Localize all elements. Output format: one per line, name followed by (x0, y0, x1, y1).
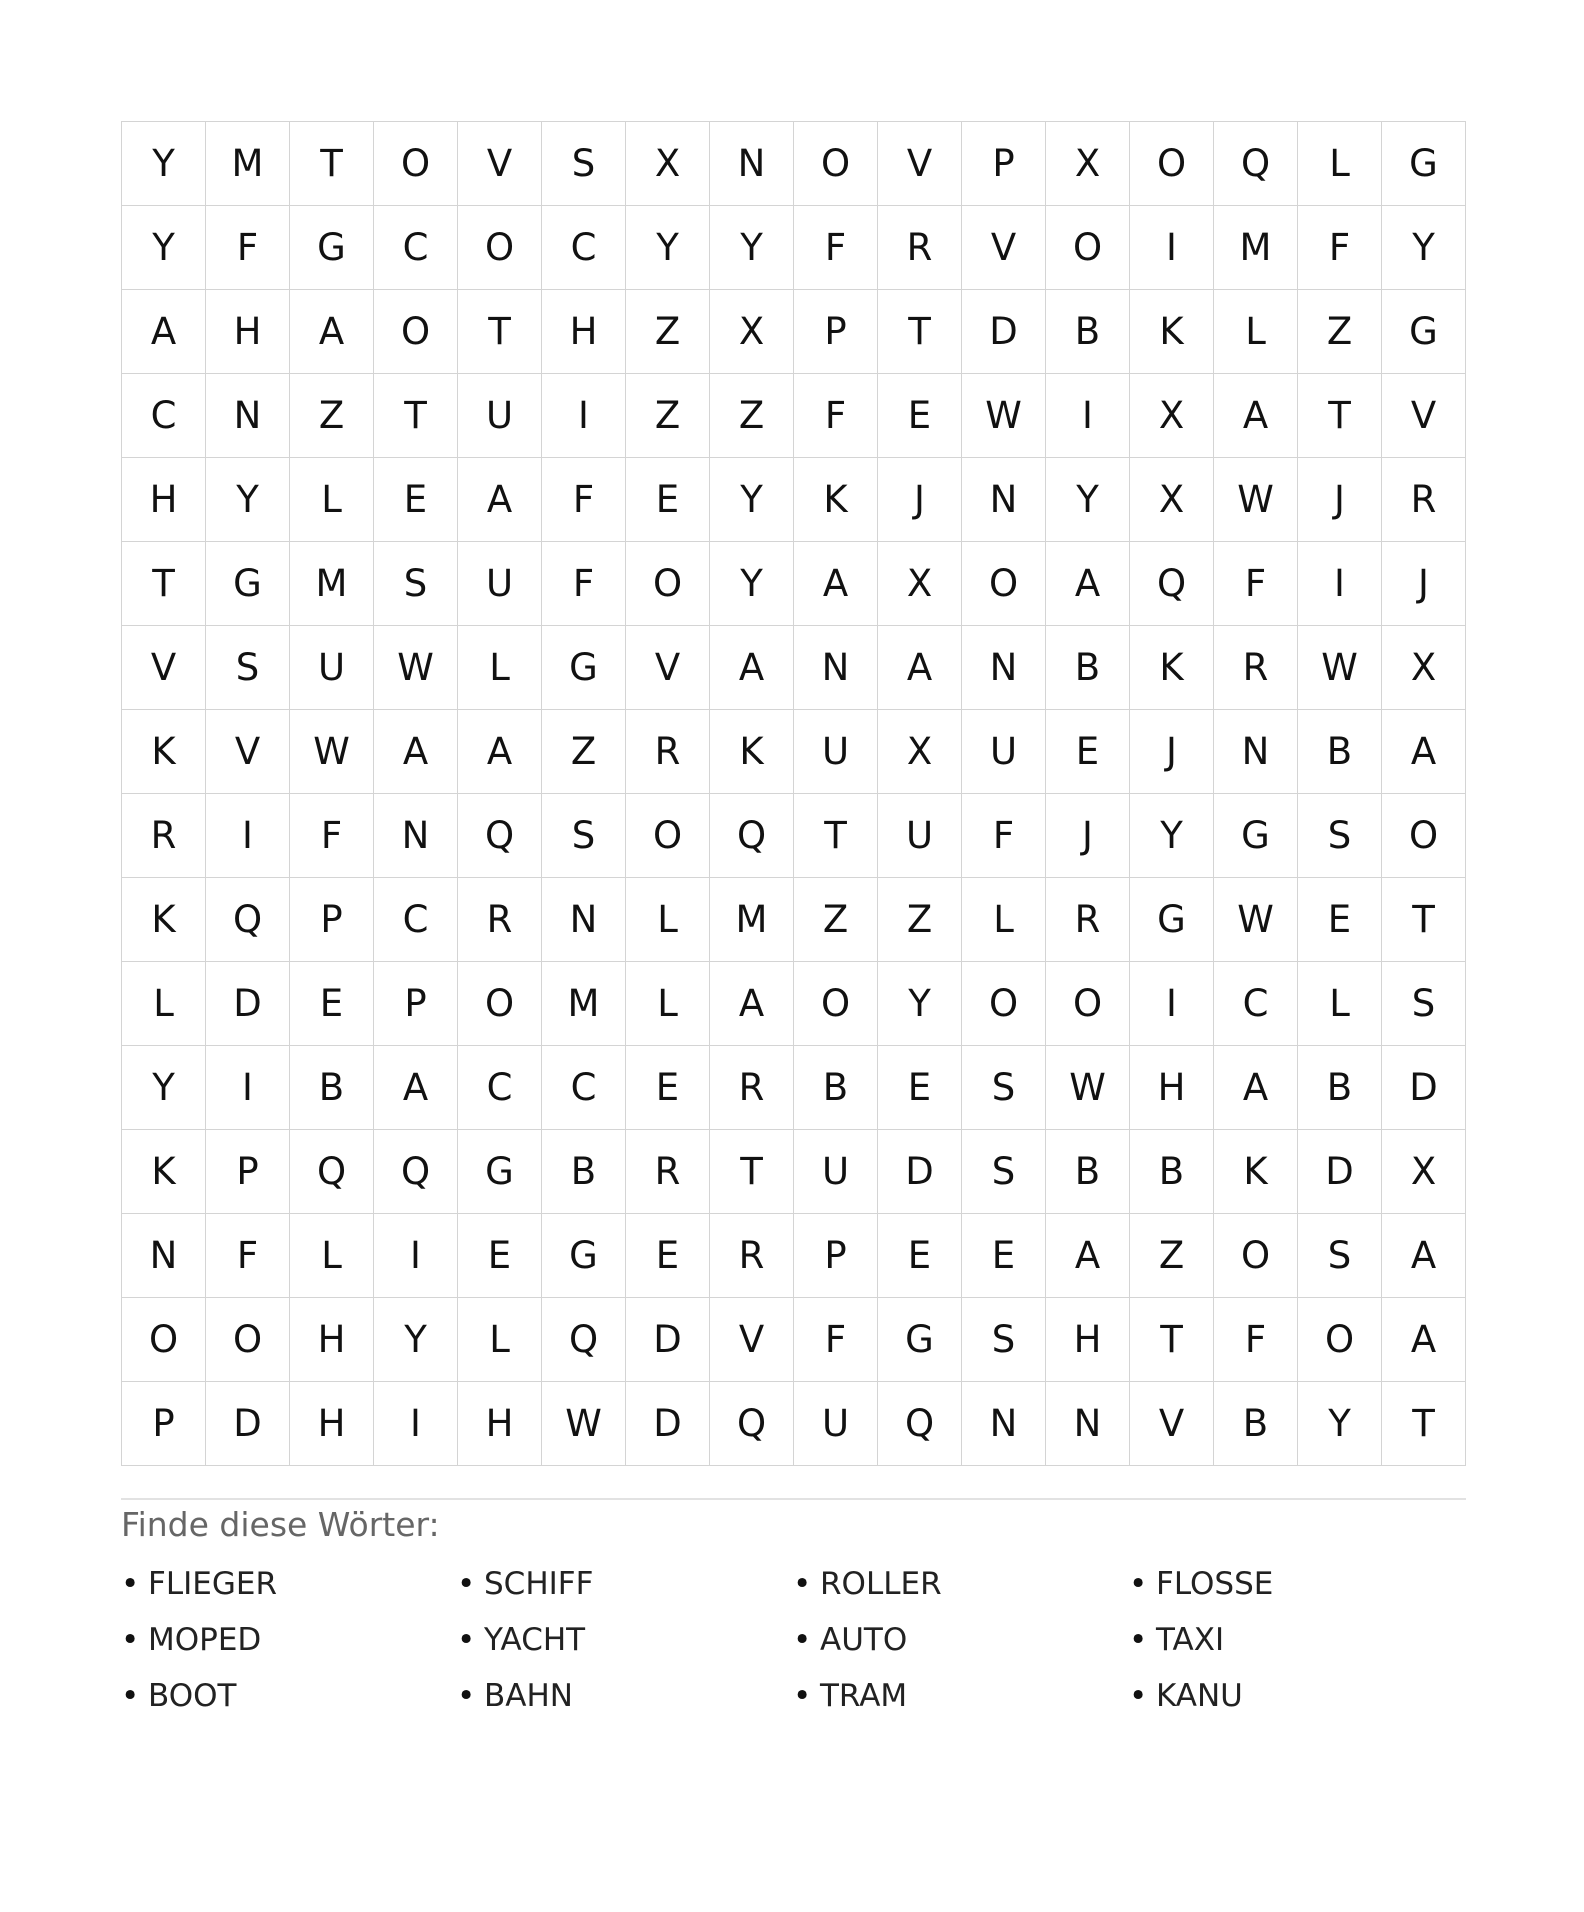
grid-cell[interactable]: S (1298, 794, 1382, 878)
grid-cell[interactable]: X (626, 122, 710, 206)
grid-cell[interactable]: M (1214, 206, 1298, 290)
grid-cell[interactable]: E (1298, 878, 1382, 962)
grid-cell[interactable]: I (374, 1382, 458, 1466)
grid-cell[interactable]: L (1298, 122, 1382, 206)
grid-cell[interactable]: G (878, 1298, 962, 1382)
grid-cell[interactable]: T (1382, 1382, 1466, 1466)
grid-cell[interactable]: B (794, 1046, 878, 1130)
grid-cell[interactable]: H (1046, 1298, 1130, 1382)
grid-cell[interactable]: Y (122, 122, 206, 206)
grid-cell[interactable]: Y (710, 542, 794, 626)
grid-cell[interactable]: K (1214, 1130, 1298, 1214)
grid-cell[interactable]: A (794, 542, 878, 626)
grid-cell[interactable]: J (1046, 794, 1130, 878)
grid-cell[interactable]: X (1046, 122, 1130, 206)
grid-cell[interactable]: I (1046, 374, 1130, 458)
bullet-icon: • (793, 1566, 812, 1602)
grid-cell[interactable]: L (122, 962, 206, 1046)
grid-cell[interactable]: V (206, 710, 290, 794)
grid-cell[interactable]: K (122, 878, 206, 962)
grid-cell[interactable]: N (962, 1382, 1046, 1466)
grid-cell[interactable]: H (542, 290, 626, 374)
grid-cell[interactable]: N (710, 122, 794, 206)
grid-cell[interactable]: K (710, 710, 794, 794)
grid-cell[interactable]: K (794, 458, 878, 542)
grid-cell[interactable]: X (1382, 1130, 1466, 1214)
grid-cell[interactable]: Z (878, 878, 962, 962)
grid-cell[interactable]: O (962, 962, 1046, 1046)
word-list-item (793, 1618, 1129, 1674)
grid-cell[interactable]: R (122, 794, 206, 878)
word-label: SCHIFF (484, 1566, 594, 1602)
word-list-item (457, 1562, 793, 1618)
grid-cell[interactable]: Y (710, 458, 794, 542)
grid-cell[interactable]: O (1130, 122, 1214, 206)
bullet-icon: • (793, 1678, 812, 1714)
grid-cell[interactable]: S (374, 542, 458, 626)
grid-cell[interactable]: A (1382, 1214, 1466, 1298)
grid-cell[interactable]: H (206, 290, 290, 374)
grid-cell[interactable]: S (542, 122, 626, 206)
grid-cell[interactable]: O (1298, 1298, 1382, 1382)
grid-cell[interactable]: Z (626, 374, 710, 458)
grid-cell[interactable]: O (1046, 206, 1130, 290)
grid-cell[interactable]: Q (374, 1130, 458, 1214)
grid-cell[interactable]: A (1382, 1298, 1466, 1382)
grid-cell[interactable]: U (290, 626, 374, 710)
grid-cell[interactable]: F (290, 794, 374, 878)
word-list-item (121, 1618, 457, 1674)
grid-cell[interactable]: J (1298, 458, 1382, 542)
grid-cell[interactable]: G (1130, 878, 1214, 962)
grid-cell[interactable]: E (290, 962, 374, 1046)
grid-cell[interactable]: V (458, 122, 542, 206)
grid-cell[interactable]: Q (1214, 122, 1298, 206)
grid-cell[interactable]: N (1046, 1382, 1130, 1466)
grid-cell[interactable]: R (458, 878, 542, 962)
grid-cell[interactable]: Y (710, 206, 794, 290)
bullet-icon: • (121, 1622, 140, 1658)
grid-cell[interactable]: N (962, 626, 1046, 710)
grid-cell[interactable]: E (626, 1046, 710, 1130)
grid-cell[interactable]: M (290, 542, 374, 626)
word-list-item (457, 1674, 793, 1730)
grid-cell[interactable]: O (626, 794, 710, 878)
grid-cell[interactable]: T (794, 794, 878, 878)
grid-cell[interactable]: H (290, 1382, 374, 1466)
grid-cell[interactable]: F (1298, 206, 1382, 290)
grid-cell[interactable]: V (878, 122, 962, 206)
grid-cell[interactable]: V (1382, 374, 1466, 458)
word-list-item (1129, 1618, 1465, 1674)
word-label: FLIEGER (148, 1566, 277, 1602)
grid-cell[interactable]: A (878, 626, 962, 710)
word-list-item (793, 1674, 1129, 1730)
grid-cell[interactable]: O (206, 1298, 290, 1382)
grid-cell[interactable]: T (374, 374, 458, 458)
grid-cell[interactable]: E (962, 1214, 1046, 1298)
grid-cell[interactable]: D (962, 290, 1046, 374)
grid-cell[interactable]: X (1130, 458, 1214, 542)
grid-cell[interactable]: Z (710, 374, 794, 458)
grid-cell[interactable]: K (122, 1130, 206, 1214)
grid-cell[interactable]: A (122, 290, 206, 374)
grid-cell[interactable]: E (626, 458, 710, 542)
bullet-icon: • (121, 1678, 140, 1714)
grid-cell[interactable]: G (542, 1214, 626, 1298)
grid-cell[interactable]: D (1382, 1046, 1466, 1130)
word-label: TAXI (1156, 1622, 1225, 1658)
grid-cell[interactable]: A (290, 290, 374, 374)
grid-cell[interactable]: X (878, 710, 962, 794)
grid-cell[interactable]: O (626, 542, 710, 626)
grid-cell[interactable]: V (1130, 1382, 1214, 1466)
grid-cell[interactable]: P (962, 122, 1046, 206)
bullet-icon: • (1129, 1678, 1148, 1714)
grid-cell[interactable]: O (122, 1298, 206, 1382)
grid-cell[interactable]: C (374, 878, 458, 962)
grid-cell[interactable]: R (1046, 878, 1130, 962)
grid-cell[interactable]: N (542, 878, 626, 962)
grid-cell[interactable]: D (626, 1382, 710, 1466)
word-list-heading: Finde diese Wörter: (121, 1505, 440, 1544)
grid-cell[interactable]: F (794, 374, 878, 458)
grid-cell[interactable]: N (122, 1214, 206, 1298)
grid-cell[interactable]: U (794, 1382, 878, 1466)
grid-cell[interactable]: C (542, 1046, 626, 1130)
grid-cell[interactable]: O (794, 122, 878, 206)
word-list-item (1129, 1674, 1465, 1730)
grid-cell[interactable]: H (122, 458, 206, 542)
grid-cell[interactable]: E (878, 1046, 962, 1130)
grid-cell[interactable]: W (542, 1382, 626, 1466)
grid-cell[interactable]: T (458, 290, 542, 374)
grid-cell[interactable]: Z (290, 374, 374, 458)
word-label: MOPED (148, 1622, 262, 1658)
grid-cell[interactable]: T (1130, 1298, 1214, 1382)
grid-cell[interactable]: Q (542, 1298, 626, 1382)
word-list-item (1129, 1562, 1465, 1618)
grid-cell[interactable]: A (1382, 710, 1466, 794)
grid-cell[interactable]: F (794, 1298, 878, 1382)
grid-cell[interactable]: B (1214, 1382, 1298, 1466)
grid-cell[interactable]: W (290, 710, 374, 794)
grid-cell[interactable]: Z (542, 710, 626, 794)
grid-cell[interactable]: O (1214, 1214, 1298, 1298)
grid-cell[interactable]: P (794, 290, 878, 374)
grid-cell[interactable]: Q (290, 1130, 374, 1214)
grid-cell[interactable]: V (626, 626, 710, 710)
grid-cell[interactable]: T (710, 1130, 794, 1214)
grid-cell[interactable]: T (122, 542, 206, 626)
grid-cell[interactable]: W (962, 374, 1046, 458)
grid-cell[interactable]: I (374, 1214, 458, 1298)
grid-cell[interactable]: D (1298, 1130, 1382, 1214)
grid-cell[interactable]: C (458, 1046, 542, 1130)
grid-cell[interactable]: Z (1130, 1214, 1214, 1298)
grid-cell[interactable]: E (626, 1214, 710, 1298)
grid-cell[interactable]: I (542, 374, 626, 458)
grid-cell[interactable]: U (458, 374, 542, 458)
word-list-item (793, 1562, 1129, 1618)
grid-cell[interactable]: S (1382, 962, 1466, 1046)
word-list (121, 1562, 1466, 1730)
grid-cell[interactable]: F (962, 794, 1046, 878)
grid-cell[interactable]: W (374, 626, 458, 710)
grid-cell[interactable]: O (1382, 794, 1466, 878)
bullet-icon: • (121, 1566, 140, 1602)
grid-cell[interactable]: D (626, 1298, 710, 1382)
grid-cell[interactable]: V (962, 206, 1046, 290)
grid-cell[interactable]: Y (878, 962, 962, 1046)
word-label: KANU (1156, 1678, 1243, 1714)
grid-cell[interactable]: G (1382, 122, 1466, 206)
grid-cell[interactable]: Q (1130, 542, 1214, 626)
grid-cell[interactable]: L (626, 962, 710, 1046)
grid-cell[interactable]: T (878, 290, 962, 374)
grid-cell[interactable]: Y (374, 1298, 458, 1382)
grid-cell[interactable]: J (1382, 542, 1466, 626)
grid-cell[interactable]: L (962, 878, 1046, 962)
grid-cell[interactable]: E (374, 458, 458, 542)
grid-cell[interactable]: L (1298, 962, 1382, 1046)
grid-cell[interactable]: B (1046, 626, 1130, 710)
grid-cell[interactable]: Y (1382, 206, 1466, 290)
grid-cell[interactable]: Y (626, 206, 710, 290)
grid-cell[interactable]: A (1214, 1046, 1298, 1130)
grid-cell[interactable]: W (1214, 458, 1298, 542)
grid-cell[interactable]: I (1130, 962, 1214, 1046)
grid-cell[interactable]: B (1046, 1130, 1130, 1214)
word-label: BAHN (484, 1678, 573, 1714)
grid-cell[interactable]: A (1046, 1214, 1130, 1298)
word-list-item (457, 1618, 793, 1674)
grid-cell[interactable]: O (458, 962, 542, 1046)
grid-cell[interactable]: L (458, 626, 542, 710)
grid-cell[interactable]: J (878, 458, 962, 542)
grid-cell[interactable]: H (458, 1382, 542, 1466)
grid-cell[interactable]: O (374, 122, 458, 206)
grid-cell[interactable]: U (794, 1130, 878, 1214)
grid-cell[interactable]: R (626, 1130, 710, 1214)
grid-cell[interactable]: Q (710, 1382, 794, 1466)
grid-cell[interactable]: L (290, 458, 374, 542)
grid-cell[interactable]: O (794, 962, 878, 1046)
puzzle-grid (121, 121, 1466, 1466)
grid-cell[interactable]: L (290, 1214, 374, 1298)
grid-cell[interactable]: S (962, 1046, 1046, 1130)
grid-cell[interactable]: W (1046, 1046, 1130, 1130)
grid-cell[interactable]: A (374, 710, 458, 794)
grid-cell[interactable]: Y (122, 1046, 206, 1130)
grid-cell[interactable]: B (1298, 710, 1382, 794)
grid-cell[interactable]: I (206, 794, 290, 878)
grid-cell[interactable]: C (374, 206, 458, 290)
grid-cell[interactable]: J (1130, 710, 1214, 794)
grid-cell[interactable]: I (206, 1046, 290, 1130)
bullet-icon: • (457, 1678, 476, 1714)
grid-cell[interactable]: D (878, 1130, 962, 1214)
grid-cell[interactable]: P (122, 1382, 206, 1466)
grid-cell[interactable]: P (794, 1214, 878, 1298)
grid-cell[interactable]: S (1298, 1214, 1382, 1298)
grid-cell[interactable]: P (374, 962, 458, 1046)
grid-cell[interactable]: E (1046, 710, 1130, 794)
grid-cell[interactable]: O (458, 206, 542, 290)
grid-cell[interactable]: N (794, 626, 878, 710)
grid-cell[interactable]: N (1214, 710, 1298, 794)
word-label: FLOSSE (1156, 1566, 1274, 1602)
grid-cell[interactable]: C (122, 374, 206, 458)
grid-cell[interactable]: I (1130, 206, 1214, 290)
grid-cell[interactable]: F (794, 206, 878, 290)
grid-cell[interactable]: U (878, 794, 962, 878)
grid-cell[interactable]: H (290, 1298, 374, 1382)
grid-cell[interactable]: M (542, 962, 626, 1046)
grid-cell[interactable]: O (374, 290, 458, 374)
word-label: YACHT (484, 1622, 586, 1658)
grid-cell[interactable]: C (542, 206, 626, 290)
grid-cell[interactable]: Y (122, 206, 206, 290)
grid-cell[interactable]: L (458, 1298, 542, 1382)
grid-cell[interactable]: L (626, 878, 710, 962)
grid-cell[interactable]: X (1130, 374, 1214, 458)
grid-cell[interactable]: A (710, 962, 794, 1046)
grid-cell[interactable]: R (710, 1046, 794, 1130)
grid-cell[interactable]: G (542, 626, 626, 710)
grid-cell[interactable]: Z (794, 878, 878, 962)
grid-cell[interactable]: V (122, 626, 206, 710)
grid-cell[interactable]: S (962, 1298, 1046, 1382)
grid-cell[interactable]: H (1130, 1046, 1214, 1130)
grid-cell[interactable]: B (542, 1130, 626, 1214)
grid-cell[interactable]: Z (626, 290, 710, 374)
grid-cell[interactable]: N (962, 458, 1046, 542)
grid-cell[interactable]: D (206, 1382, 290, 1466)
grid-cell[interactable]: E (878, 1214, 962, 1298)
grid-cell[interactable]: K (122, 710, 206, 794)
grid-cell[interactable]: G (290, 206, 374, 290)
grid-cell[interactable]: F (542, 542, 626, 626)
grid-cell[interactable]: A (458, 710, 542, 794)
grid-cell[interactable]: U (794, 710, 878, 794)
grid-cell[interactable]: V (710, 1298, 794, 1382)
grid-cell[interactable]: Y (206, 458, 290, 542)
word-list-item (121, 1674, 457, 1730)
grid-cell[interactable]: F (542, 458, 626, 542)
grid-cell[interactable]: B (290, 1046, 374, 1130)
grid-cell[interactable]: G (1382, 290, 1466, 374)
grid-cell[interactable]: N (206, 374, 290, 458)
bullet-icon: • (457, 1622, 476, 1658)
grid-cell[interactable]: Q (710, 794, 794, 878)
grid-cell[interactable]: R (1382, 458, 1466, 542)
grid-cell[interactable]: T (1298, 374, 1382, 458)
word-label: TRAM (820, 1678, 908, 1714)
grid-cell[interactable]: M (206, 122, 290, 206)
grid-cell[interactable]: W (1214, 878, 1298, 962)
grid-cell[interactable]: B (1298, 1046, 1382, 1130)
divider (121, 1498, 1466, 1500)
grid-cell[interactable]: F (1214, 1298, 1298, 1382)
grid-cell[interactable]: R (1214, 626, 1298, 710)
grid-cell[interactable]: L (1214, 290, 1298, 374)
grid-cell[interactable]: A (1046, 542, 1130, 626)
grid-cell[interactable]: I (1298, 542, 1382, 626)
grid-cell[interactable]: G (206, 542, 290, 626)
grid-cell[interactable]: T (290, 122, 374, 206)
grid-cell[interactable]: O (962, 542, 1046, 626)
grid-cell[interactable]: C (1214, 962, 1298, 1046)
grid-cell[interactable]: Z (1298, 290, 1382, 374)
grid-cell[interactable]: B (1046, 290, 1130, 374)
grid-cell[interactable]: W (1298, 626, 1382, 710)
grid-cell[interactable]: E (458, 1214, 542, 1298)
word-label: BOOT (148, 1678, 237, 1714)
word-label: AUTO (820, 1622, 908, 1658)
grid-cell[interactable]: R (710, 1214, 794, 1298)
grid-cell[interactable]: Q (206, 878, 290, 962)
grid-cell[interactable]: Y (1298, 1382, 1382, 1466)
grid-cell[interactable]: A (710, 626, 794, 710)
grid-cell[interactable]: U (962, 710, 1046, 794)
grid-cell[interactable]: F (206, 206, 290, 290)
bullet-icon: • (1129, 1566, 1148, 1602)
grid-cell[interactable]: U (458, 542, 542, 626)
grid-cell[interactable]: Q (878, 1382, 962, 1466)
word-list-item (121, 1562, 457, 1618)
grid-cell[interactable]: P (206, 1130, 290, 1214)
grid-cell[interactable]: S (206, 626, 290, 710)
bullet-icon: • (1129, 1622, 1148, 1658)
grid-cell[interactable]: B (1130, 1130, 1214, 1214)
bullet-icon: • (457, 1566, 476, 1602)
grid-cell[interactable]: F (206, 1214, 290, 1298)
grid-cell[interactable]: K (1130, 290, 1214, 374)
grid-cell[interactable]: D (206, 962, 290, 1046)
grid-cell[interactable]: X (710, 290, 794, 374)
grid-cell[interactable]: S (542, 794, 626, 878)
grid-cell[interactable]: F (1214, 542, 1298, 626)
grid-cell[interactable]: K (1130, 626, 1214, 710)
grid-cell[interactable]: A (458, 458, 542, 542)
grid-cell[interactable]: X (878, 542, 962, 626)
grid-cell[interactable]: N (374, 794, 458, 878)
grid-cell[interactable]: P (290, 878, 374, 962)
grid-cell[interactable]: T (1382, 878, 1466, 962)
grid-cell[interactable]: O (1046, 962, 1130, 1046)
grid-cell[interactable]: G (1214, 794, 1298, 878)
grid-cell[interactable]: S (962, 1130, 1046, 1214)
grid-cell[interactable]: X (1382, 626, 1466, 710)
grid-cell[interactable]: G (458, 1130, 542, 1214)
word-label: ROLLER (820, 1566, 942, 1602)
grid-cell[interactable]: M (710, 878, 794, 962)
bullet-icon: • (793, 1622, 812, 1658)
grid-cell[interactable]: Q (458, 794, 542, 878)
grid-cell[interactable]: A (374, 1046, 458, 1130)
grid-cell[interactable]: Y (1046, 458, 1130, 542)
grid-cell[interactable]: R (626, 710, 710, 794)
grid-cell[interactable]: R (878, 206, 962, 290)
grid-cell[interactable]: A (1214, 374, 1298, 458)
grid-cell[interactable]: E (878, 374, 962, 458)
grid-cell[interactable]: Y (1130, 794, 1214, 878)
